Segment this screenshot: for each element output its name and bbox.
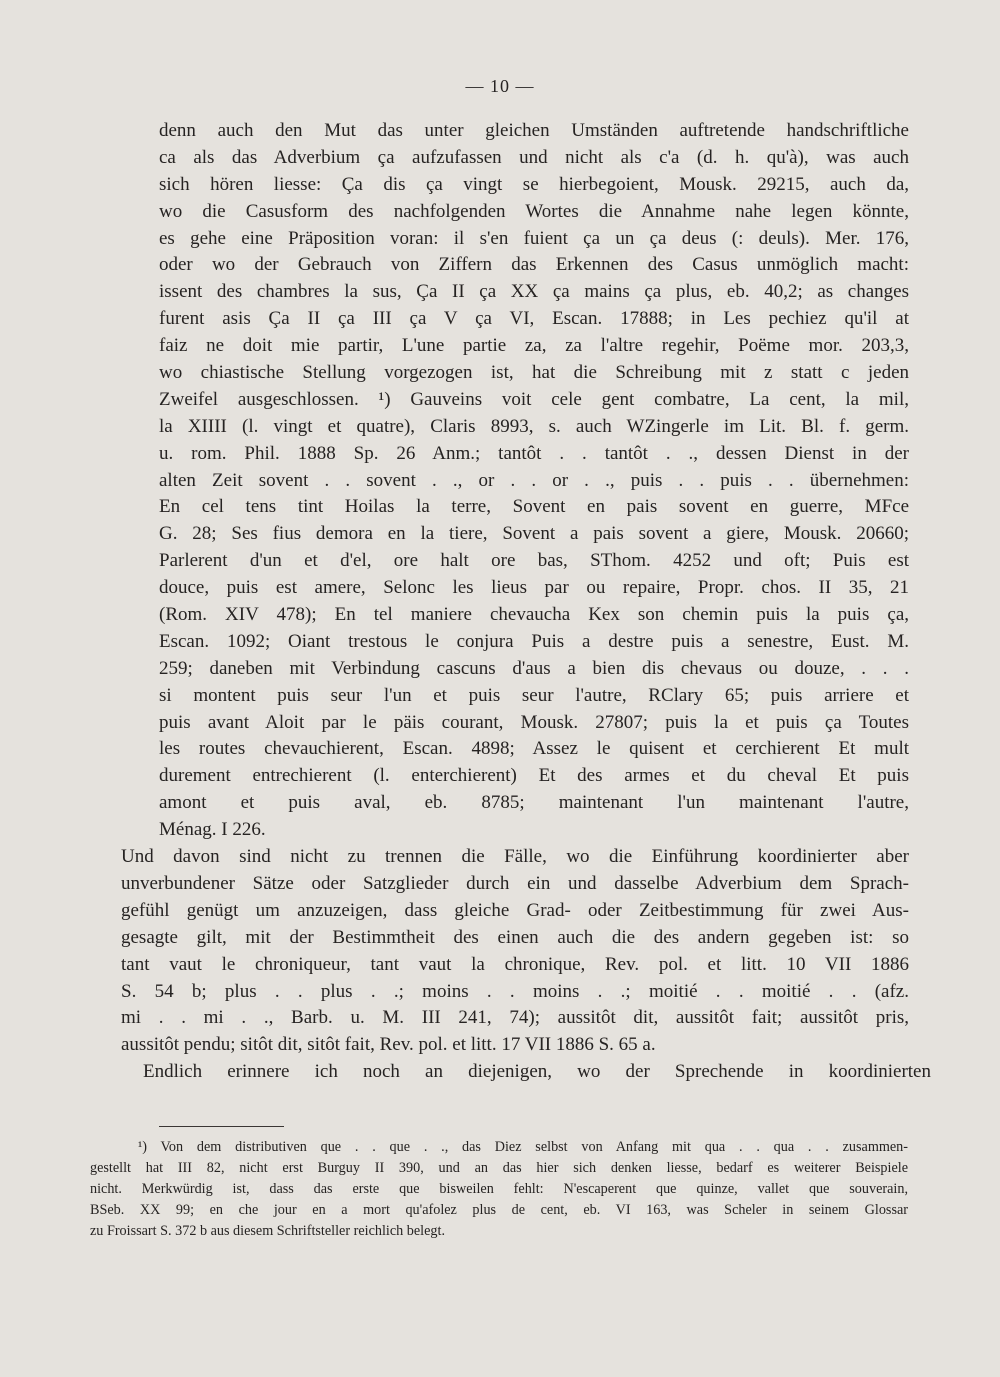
line-text: nicht. Merkwürdig ist, dass das erste que bisweilen fehlt: N'escaperent que quinze, vallet que souverain,: [90, 1181, 908, 1197]
text-line: [121, 1032, 909, 1059]
footnote-line: [90, 1221, 908, 1242]
footnote: [90, 1137, 908, 1242]
line-text: u. rom. Phil. 1888 Sp. 26 Anm.; tantôt . . tantôt . ., dessen Dienst in der: [159, 442, 909, 464]
line-text: zu Froissart S. 372 b aus diesem Schriftsteller reichlich belegt.: [90, 1223, 445, 1239]
line-text: wo chiastische Stellung vorgezogen ist, hat die Schreibung mit z statt c jeden: [159, 362, 909, 384]
line-text: sich hören liesse: Ça dis ça vingt se hierbegoient, Mousk. 29215, auch da,: [159, 173, 909, 195]
line-text: wo die Casusform des nachfolgenden Wortes die Annahme nahe legen könnte,: [159, 200, 909, 222]
text-line: [159, 468, 909, 495]
line-text: denn auch den Mut das unter gleichen Umständen auftretende handschriftliche: [159, 120, 909, 141]
line-text: ¹) Von dem distributiven que . . que . ., das Diez selbst von Anfang mit qua . . qua . . zusammen-: [138, 1139, 908, 1155]
text-line: [121, 871, 909, 898]
line-text: la XIIII (l. vingt et quatre), Claris 8993, s. auch WZingerle im Lit. Bl. f. germ.: [159, 415, 909, 437]
text-line: [159, 817, 909, 844]
line-text: les routes chevauchierent, Escan. 4898; Assez le quisent et cerchierent Et mult: [159, 738, 909, 760]
text-line: [159, 629, 909, 656]
line-text: aussitôt pendu; sitôt dit, sitôt fait, Rev. pol. et litt. 17 VII 1886 S. 65 a.: [121, 1034, 656, 1056]
text-line: [159, 199, 909, 226]
text-line: [159, 548, 909, 575]
line-text: Ménag. I 226.: [159, 819, 266, 841]
text-line: [159, 118, 909, 145]
text-line: [121, 952, 909, 979]
text-line: [121, 925, 909, 952]
text-line: [121, 1005, 909, 1032]
line-text: gefühl genügt um anzuzeigen, dass gleiche Grad- oder Zeitbestimmung für zwei Aus-: [121, 899, 909, 921]
line-text: gesagte gilt, mit der Bestimmtheit des einen auch die des andern gegeben ist: so: [121, 926, 909, 948]
main-text: [121, 118, 931, 1086]
line-text: puis avant Aloit par le päis courant, Mousk. 27807; puis la et puis ça Toutes: [159, 711, 909, 733]
line-text: alten Zeit sovent . . sovent . ., or . . or . ., puis . . puis . . übernehmen:: [159, 469, 909, 491]
line-text: oder wo der Gebrauch von Ziffern das Erkennen des Casus unmöglich macht:: [159, 254, 909, 276]
line-text: (Rom. XIV 478); En tel maniere chevaucha Kex son chemin puis la puis ça,: [159, 604, 909, 626]
text-line: [159, 387, 909, 414]
footnote-line: [90, 1179, 908, 1200]
footnote-line: [90, 1200, 908, 1221]
line-text: En cel tens tint Hoilas la terre, Sovent en pais sovent en guerre, MFce: [159, 496, 909, 518]
line-text: Endlich erinnere ich noch an diejenigen, wo der Sprechende in koordinierten: [143, 1061, 931, 1083]
text-line: [159, 521, 909, 548]
text-line: [159, 494, 909, 521]
text-line: [159, 360, 909, 387]
text-line: [159, 575, 909, 602]
line-text: Zweifel ausgeschlossen. ¹) Gauveins voit cele gent combatre, La cent, la mil,: [159, 388, 909, 410]
line-text: 259; daneben mit Verbindung cascuns d'aus a bien dis chevaus ou douze, . . .: [159, 657, 909, 679]
line-text: issent des chambres la sus, Ça II ça XX ça mains ça plus, eb. 40,2; as changes: [159, 281, 909, 303]
line-text: es gehe eine Präposition voran: il s'en fuient ça un ça deus (: deuls). Mer. 176,: [159, 227, 909, 249]
line-text: faiz ne doit mie partir, L'une partie za, za l'altre regehir, Poëme mor. 203,3,: [159, 335, 909, 357]
text-line: [159, 414, 909, 441]
line-text: G. 28; Ses fius demora en la tiere, Sovent a pais sovent a giere, Mousk. 20660;: [159, 523, 909, 545]
line-text: Parlerent d'un et d'el, ore halt ore bas, SThom. 4252 und oft; Puis est: [159, 550, 909, 572]
text-line: [121, 898, 909, 925]
line-text: ca als das Adverbium ça aufzufassen und nicht als c'a (d. h. qu'à), was auch: [159, 146, 909, 168]
text-line: [121, 1059, 931, 1086]
text-line: [159, 306, 909, 333]
line-text: BSeb. XX 99; en che jour en a mort qu'afolez plus de cent, eb. VI 163, was Scheler in seinem Glossar: [90, 1202, 908, 1218]
text-line: [159, 763, 909, 790]
footnote-line: [90, 1158, 908, 1179]
footnote-line: [90, 1137, 908, 1158]
page-number: — 10 —: [465, 76, 535, 96]
line-text: unverbundener Sätze oder Satzglieder durch ein und dasselbe Adverbium dem Sprach-: [121, 872, 909, 894]
line-text: Und davon sind nicht zu trennen die Fälle, wo die Einführung koordinierter aber: [121, 846, 909, 868]
text-line: [159, 683, 909, 710]
line-text: Escan. 1092; Oiant trestous le conjura Puis a destre puis a senestre, Eust. M.: [159, 630, 909, 652]
text-line: [159, 710, 909, 737]
text-line: [121, 979, 909, 1006]
text-line: [159, 656, 909, 683]
line-text: S. 54 b; plus . . plus . .; moins . . moins . .; moitié . . moitié . . (afz.: [121, 980, 909, 1002]
line-text: mi . . mi . ., Barb. u. M. III 241, 74); aussitôt dit, aussitôt fait; aussitôt pris,: [121, 1007, 909, 1029]
line-text: gestellt hat III 82, nicht erst Burguy II 390, und an das hier sich denken liesse, bedarf es weiterer Beispiele: [90, 1160, 908, 1176]
text-line: [159, 602, 909, 629]
text-line: [159, 333, 909, 360]
line-text: si montent puis seur l'un et puis seur l'autre, RClary 65; puis arriere et: [159, 684, 909, 706]
footnote-divider: [159, 1126, 284, 1127]
line-text: tant vaut le chroniqueur, tant vaut la chronique, Rev. pol. et litt. 10 VII 1886: [121, 953, 909, 975]
text-line: [159, 279, 909, 306]
text-line: [121, 844, 909, 871]
text-line: [159, 226, 909, 253]
line-text: amont et puis aval, eb. 8785; maintenant l'un maintenant l'autre,: [159, 792, 909, 814]
line-text: furent asis Ça II ça III ça V ça VI, Escan. 17888; in Les pechiez qu'il at: [159, 308, 909, 330]
text-line: [159, 172, 909, 199]
text-line: [159, 252, 909, 279]
text-line: [159, 790, 909, 817]
line-text: douce, puis est amere, Selonc les lieus par ou repaire, Propr. chos. II 35, 21: [159, 577, 909, 599]
text-line: [159, 736, 909, 763]
line-text: durement entrechierent (l. enterchierent) Et des armes et du cheval Et puis: [159, 765, 909, 787]
text-line: [159, 145, 909, 172]
text-line: [159, 441, 909, 468]
